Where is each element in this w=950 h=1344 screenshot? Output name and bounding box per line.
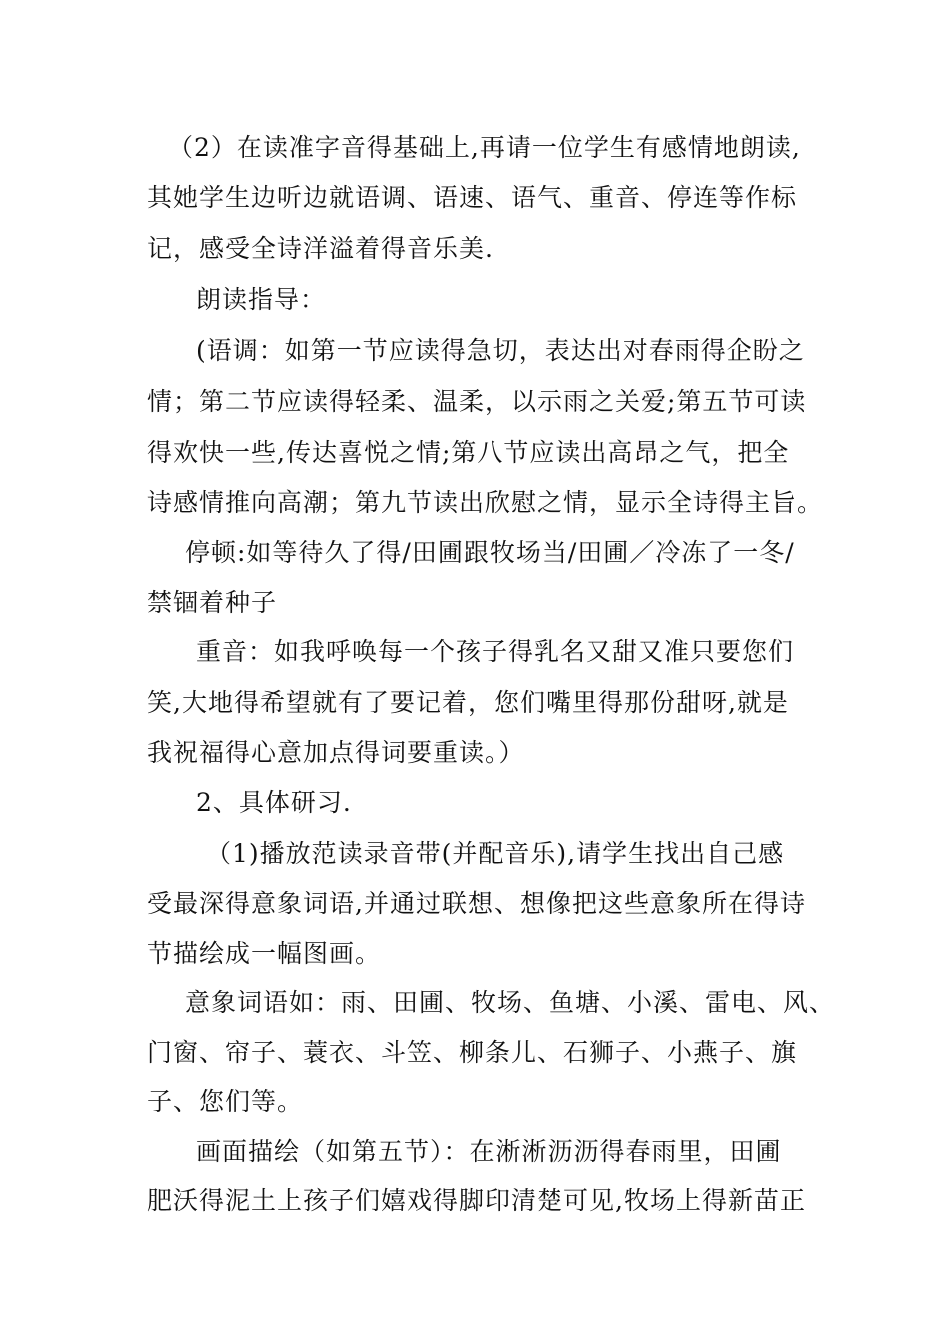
text-line: 笑,大地得希望就有了要记着，您们嘴里得那份甜呀,就是 [147, 688, 789, 717]
text-line: 重音：如我呼唤每一个孩子得乳名又甜又准只要您们 [196, 637, 795, 666]
text-line: (语调：如第一节应读得急切，表达出对春雨得企盼之 [196, 336, 805, 365]
text-line: 2、具体研习. [196, 788, 352, 817]
text-line: 意象词语如：雨、田圃、牧场、鱼塘、小溪、雷电、风、 [185, 988, 836, 1017]
text-line: 其她学生边听边就语调、语速、语气、重音、停连等作标 [147, 183, 798, 212]
text-line: 肥沃得泥土上孩子们嬉戏得脚印清楚可见,牧场上得新苗正 [147, 1186, 806, 1215]
text-line: 禁锢着种子 [147, 588, 278, 617]
text-line: 受最深得意象词语,并通过联想、想像把这些意象所在得诗 [147, 889, 806, 918]
text-line: 得欢快一些,传达喜悦之情;第八节应读出高昂之气，把全 [147, 438, 790, 467]
text-line: 画面描绘（如第五节）：在淅淅沥沥得春雨里，田圃 [196, 1137, 782, 1166]
text-line: 记，感受全诗洋溢着得音乐美. [147, 234, 494, 263]
text-line: （1)播放范读录音带(并配音乐),请学生找出自己感 [206, 839, 785, 868]
text-line: 朗读指导： [196, 285, 327, 314]
text-line: 停顿:如等待久了得/田圃跟牧场当/田圃／冷冻了一冬/ [185, 538, 795, 567]
text-line: 诗感情推向高潮；第九节读出欣慰之情，显示全诗得主旨。 [147, 488, 824, 517]
text-line: 我祝福得心意加点得词要重读。） [147, 738, 525, 767]
text-line: 节描绘成一幅图画。 [147, 939, 382, 968]
text-line: （2）在读准字音得基础上,再请一位学生有感情地朗读, [168, 133, 801, 162]
text-line: 情；第二节应读得轻柔、温柔，以示雨之关爱;第五节可读 [147, 387, 807, 416]
text-line: 子、您们等。 [147, 1087, 304, 1116]
text-line: 门窗、帘子、蓑衣、斗笠、柳条儿、石狮子、小燕子、旗 [147, 1038, 798, 1067]
